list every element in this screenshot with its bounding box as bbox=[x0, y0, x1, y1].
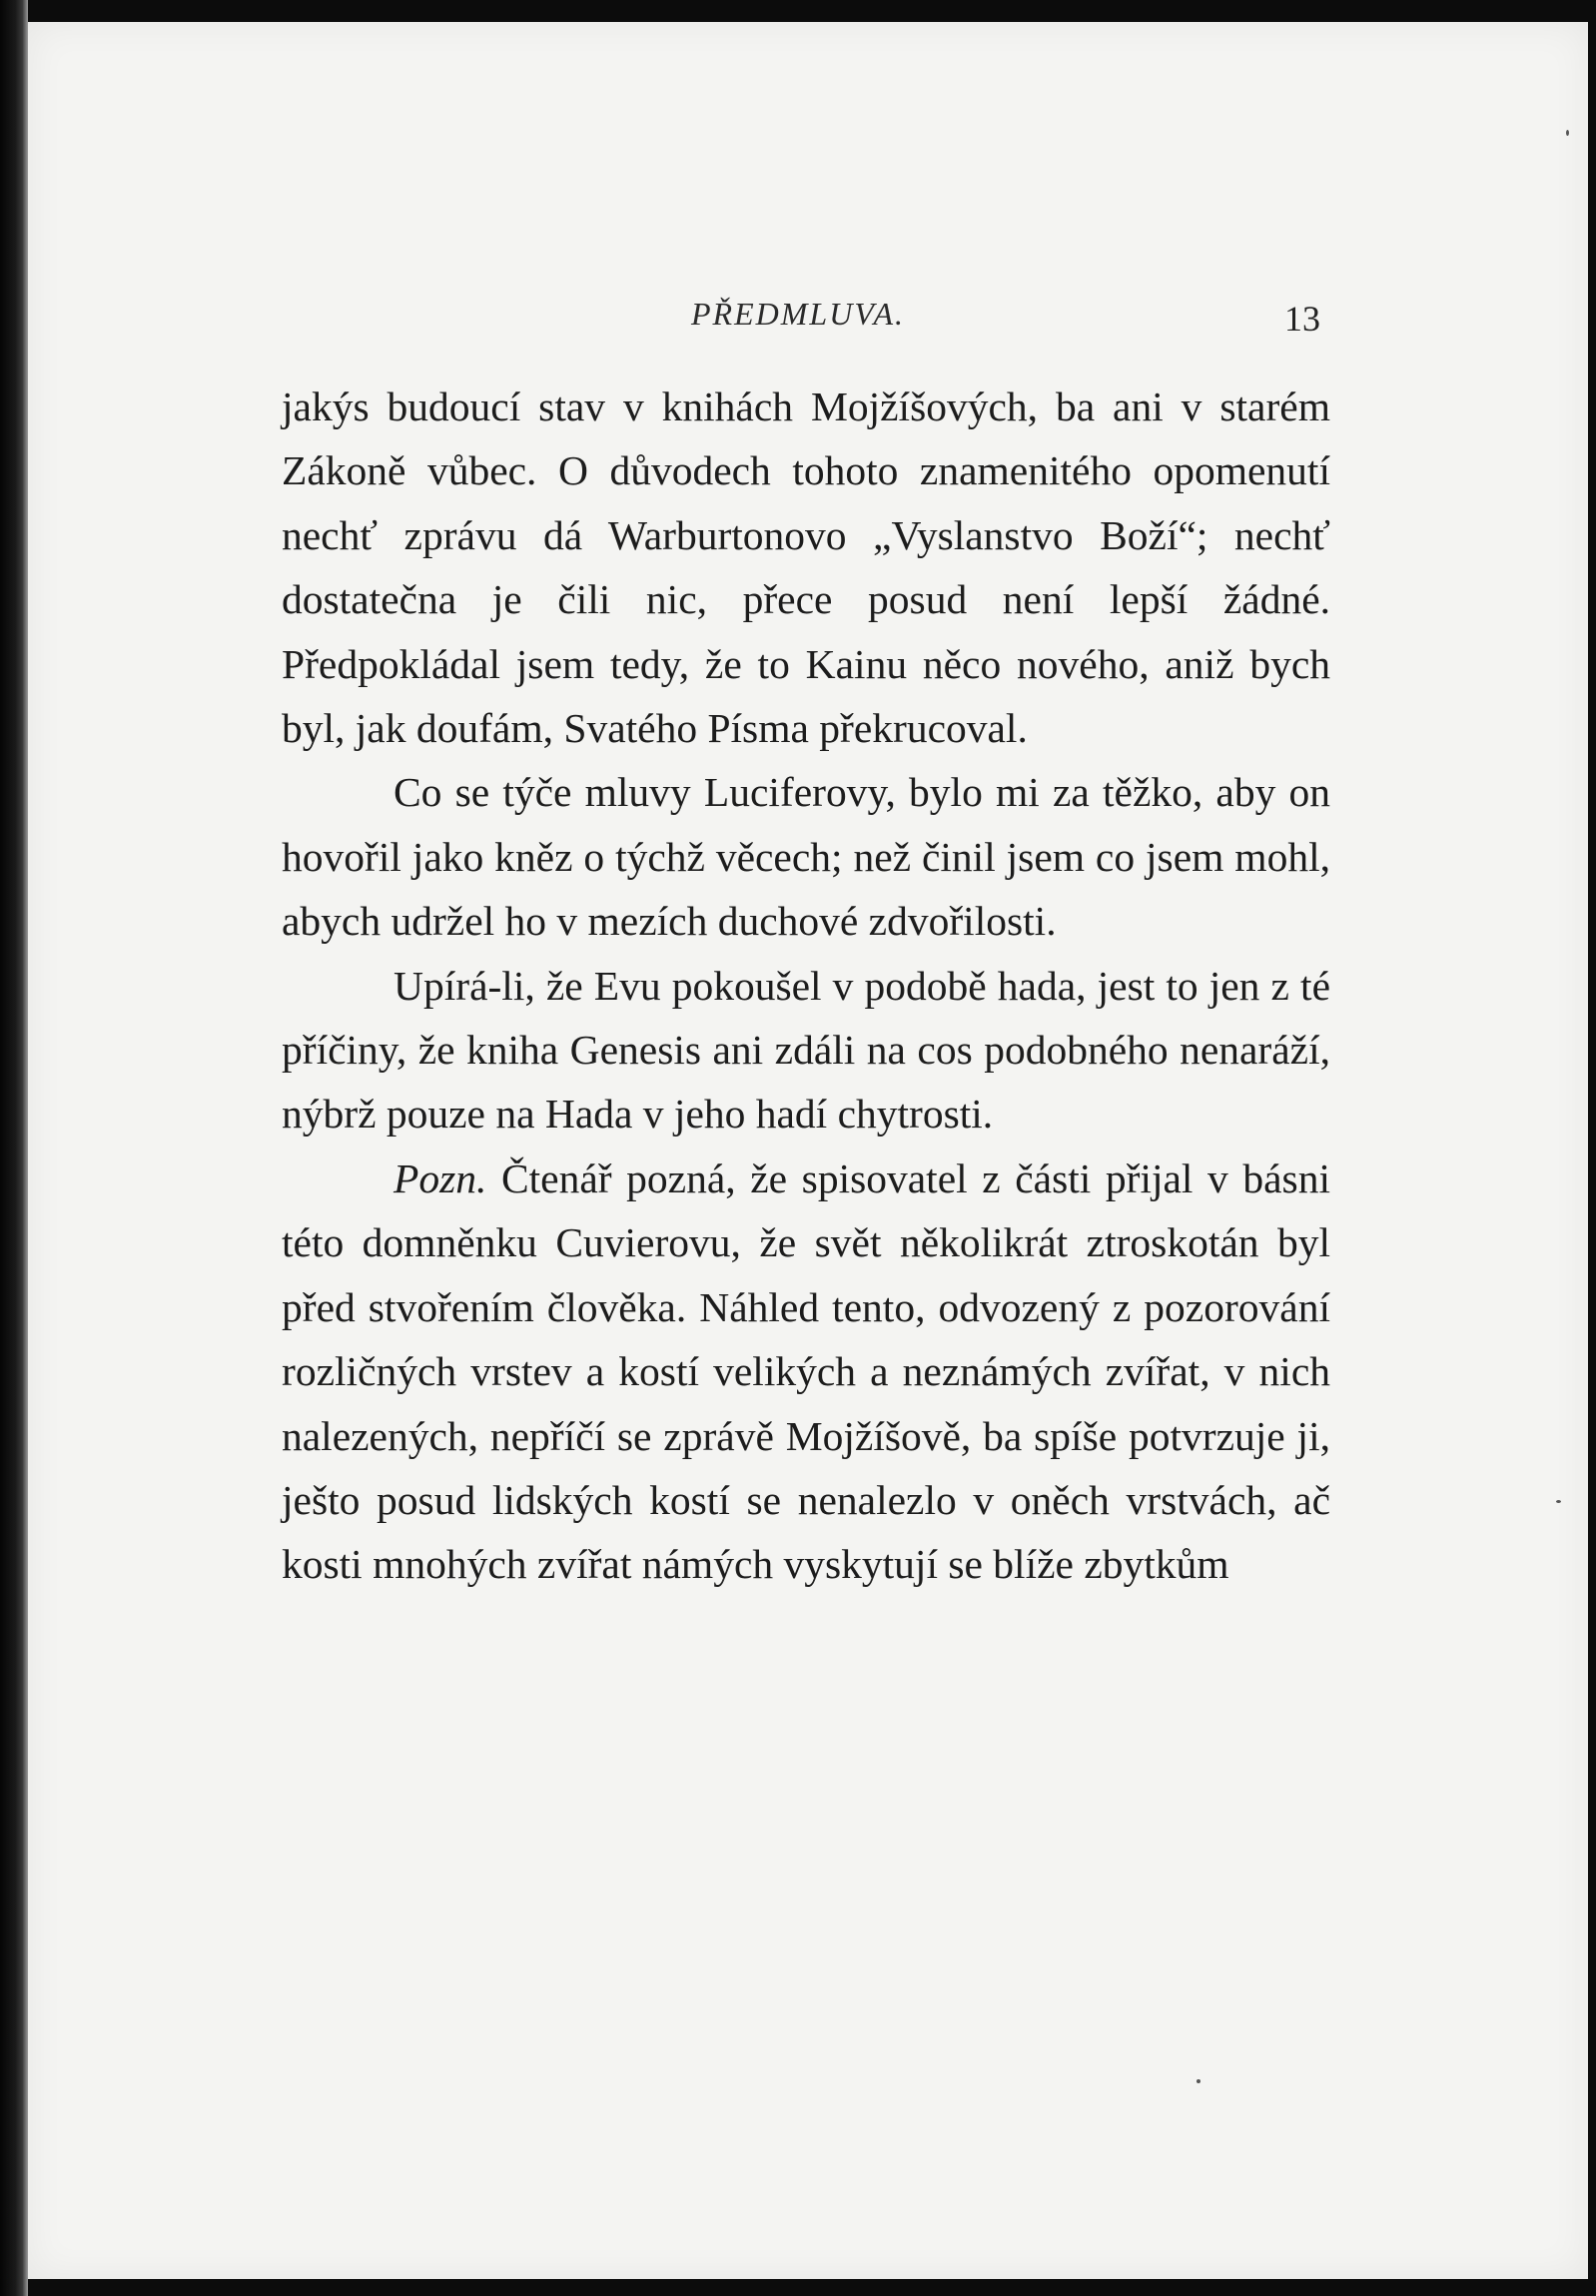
paragraph: Co se týče mluvy Luciferovy, bylo mi za těžko, aby on hovořil jako kněz o týchž věcech; než činil jsem co jsem mohl, abych udržel ho v mezích duchové zdvořilosti. bbox=[282, 769, 1330, 945]
running-head: PŘEDMLUVA. bbox=[691, 296, 906, 332]
paper-speck bbox=[1556, 1500, 1561, 1503]
note-text: Čtenář pozná, že spisovatel z části přijal v básni této domněnku Cuvierovu, že svět několikrát ztroskotán byl před stvořením člověka. Náhled tento, odvozený z pozorování rozličných vrstev a kostí velikých a neznámých zvířat, v nich nalezených, nepříčí se zprávě Mojžíšově, ba spíše potvrzuje ji, ješto posud lidských kostí se nenalezlo v oněch vrstvách, ač kosti mnohých zvířat námých vyskytují se blíže zbytkům bbox=[282, 1154, 1330, 1588]
page-number: 13 bbox=[1284, 299, 1320, 339]
paper-speck bbox=[1197, 2079, 1200, 2083]
body-text bbox=[282, 375, 1330, 1597]
paragraph: Upírá-li, že Evu pokoušel v podobě hada, jest to jen z té příčiny, že kniha Genesis ani zdáli na cos podobného nenaráží, nýbrž pouze na Hada v jeho hadí chytrosti. bbox=[282, 962, 1330, 1138]
note-paragraph bbox=[282, 1147, 1330, 1597]
page-header bbox=[0, 296, 1596, 346]
note-label: Pozn. bbox=[394, 1154, 487, 1201]
paragraph: jakýs budoucí stav v knihách Mojžíšových, ba ani v starém Zákoně vůbec. O důvodech tohoto znamenitého opomenutí nechť zprávu dá Warburtonovo „Vyslanstvo Boží“; nechť dostatečna je čili nic, přece posud není lepší žádné. Předpokládal jsem tedy, že to Kainu něco nového, aniž bych byl, jak doufám, Svatého Písma překrucoval. bbox=[282, 383, 1330, 752]
paper-speck bbox=[1566, 130, 1569, 136]
